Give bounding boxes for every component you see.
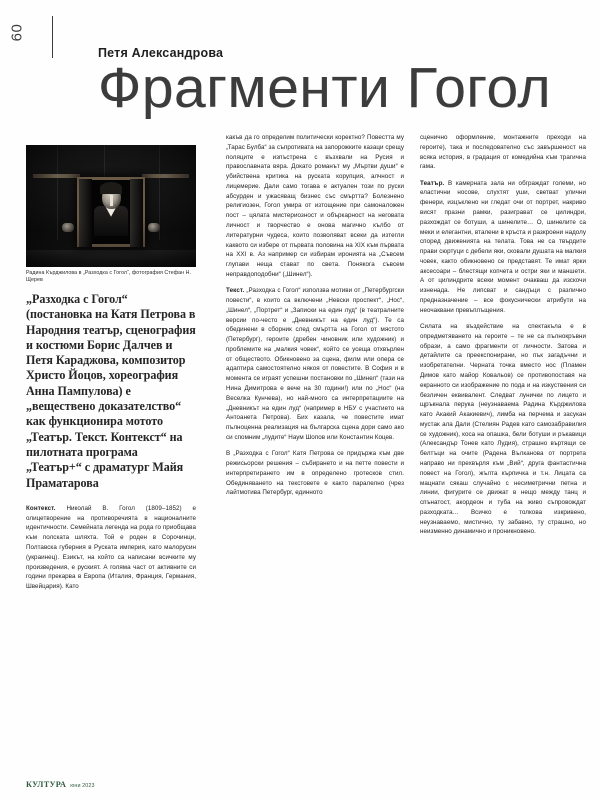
paragraph-text: В камерната зала ни обграждат големи, но еластични носове, слухтят уши, светват улични фенери, изцъклено ни гледат очи от портрет, накриво висят празни рамки, разиграват се цилиндри, разхождат се ботуши, а шинелите… О, шинелите са меки и елегантни, втaлени в кръста и разкроени надолу според движенията на телата. Това не са твърдите прави сюртуци с дебели яки, сковали душата на малкия човек, както обикновено се представят. Те имат ярки аксесоари – блестящи копчета и остри яки и маншети. А от цилиндрите всеки момент очакваш да изскочи изненада. Не липсват и сандъци с различно предназначение – все фокуснически атрибути на неочаквани превъплъщения. [420, 179, 586, 314]
paragraph-text: Силата на въздействие на спектакъла е в опредметяването на героите – те не са пълнокръвни образи, а само фрагменти от личности. Затова и детайлите са преекспонирани, но пък загадъчни и изобретателни. Черната точка вместо нос (Пламен Димов като майор Ковальов) се противопоставя на екранното си изображение по пода и на изкуствения си безличен еквивалент. Следват лунички по лицето и щръкнала перука (неузнаваема Радина Кърджилова като Акакий Акакиевич), лимба на перчема и засукан мустак ала Дали (Стелиян Радев като самозабравилия се художник), коса на опашка, бели ботуши и ръкавици (Александър Тонев като Лудия), страшно въртящи се белтъци на очите (Радена Вълканова от портрета направо ни прехвърля към „Вий“, друга фантастична повест на Гогол), жълта кърпичка и т.н. Лицата са мацнати сякаш случайно с несиметрични петна и линии, фигурите се движат в нещо между танц и спънатост, акордеон и туба на живо съпровождат разходката… Всичко е толкова изкривено, неузнаваемо, мистично, ту забавно, ту страшно, но неизменно динамично и проникновено. [420, 323, 586, 536]
column-three [420, 133, 586, 537]
paragraph-runin: Контекст. [26, 504, 56, 512]
paragraph [226, 133, 404, 280]
column-two [226, 133, 404, 498]
paragraph [26, 504, 196, 592]
footer [26, 780, 95, 789]
paragraph [226, 449, 404, 498]
paragraph-text: какъв да го определим политически коректно? Повестта му „Тарас Булба“ за съпротивата на запорожките казаци срещу поляците е изпъстрена с възхвали на Русия и православната вяра. Докато романът му „Мъртви души“ е убийствена критика на руската корупция, алчност и лицемерие. Дали само тогава е актуален този по руски абсурден и ужасяващ бизнес със смъртта? Болезнено религиозен, Гогол умира от изтощение при самоналожен пост – цялата мистериозност и объркаpност на неговата личност и творчество е онова магично кълбо от литературни чудеса, които позволяват всеки да изтегли каквото си избере от първата половина на XIX към първата на XXI в. Аз например си избирам иронията на „Съвсем глупави неща стават по света. Понякога съвсем неправдоподобни“ („Шинел“). [226, 134, 404, 278]
paragraph-text: сценично оформление, монтажните преходи на героите), така и последователно със завършеност на всяка история, в градация от комедийна към трагична гама. [420, 134, 586, 171]
folio-rule [52, 16, 53, 58]
paragraph [420, 322, 586, 537]
production-photo [26, 145, 196, 267]
author-byline: Петя Александрова [98, 46, 224, 60]
footer-issue-date: юни 2023 [70, 783, 95, 789]
figure-caption: Радина Кърджилова в „Разходка с Гогол“, фотография Стефан Н. Щерев [26, 270, 191, 284]
sidebar-lead: „Разходка с Гогол“ (постановка на Катя Петрова в Народния театър, сценография и костюми Борис Далчев и Петя Караджова, композитор Христо Йоцов, хореография Анна Пампулова) е „веществено доказателство“ как функционира мотото „Театър. Текст. Контекст“ на пилотната програма „Театър+“ с драматург Майя Праматарова [26, 292, 196, 490]
paragraph [226, 286, 404, 443]
paragraph [420, 133, 586, 172]
paragraph [420, 179, 586, 316]
folio [8, 14, 54, 58]
paragraph-runin: Театър. [420, 179, 445, 187]
masthead [98, 46, 600, 120]
column-one [26, 292, 196, 592]
paragraph-text: Николай В. Гогол (1809–1852) е олицетворение на противоречията в националните идентичности. Семейната легенда на рода го приобщава към полската шляхта. Той е роден в Сорочинци, Полтавска губерния в Руската империя, като малорусин (украинец). Езикът, на който са написани всичките му произведения, е руският. А голяма част от активните си години прекарва в Европа (Италия, Франция, Германия, Швейцария). Като [26, 504, 196, 591]
paragraph-text: „Разходка с Гогол“ използва мотиви от „Петербургски повести“, в които са включени „Невски проспект“, „Нос“, „Шинел“, „Портрет“ и „Записки на един луд“ (в театралните версии по-често е „Дневникът на един луд“). Те са обединени в сборник след смъртта на Гогол от мястото (Петербург), героите (дребен чиновник или художник) и проблемите на „малкия човек“, който се усеща отхвърлен от обществото. Обикновено за сцена, филм или опера се адаптира самостоятелно някоя от повестите. В София и в момента се играят успешни постановки по „Шинел“ (тази на Нина Димитрова е вече на 30 години!) или по „Нос“ (на Веселка Кунчева), но най-много са интерпретациите на „Дневникът на един луд“ (например в НБУ с участието на Антоанета Петрова). Бих казала, че повестите имат пълноценна реализация на българска сцена дори само ако си спомним „лудите“ Наум Шопов или Константин Коцев. [226, 287, 404, 441]
page-number: 60 [8, 23, 26, 42]
page-title: Фрагменти Гогол [98, 56, 552, 120]
figure [26, 145, 196, 285]
paragraph-runin: Текст. [226, 287, 245, 295]
photo-vignette [26, 145, 196, 267]
footer-brand: КУЛТУРА [26, 780, 67, 789]
paragraph-text: В „Разходка с Гогол“ Катя Петрова се придържа към две режисьорски решения – събирането и на петте повести и интерпретирането им в определено гротесков стил. Обединяването на текстовете е както паралелно (чрез лайтмотива Петербург, единното [226, 450, 404, 497]
